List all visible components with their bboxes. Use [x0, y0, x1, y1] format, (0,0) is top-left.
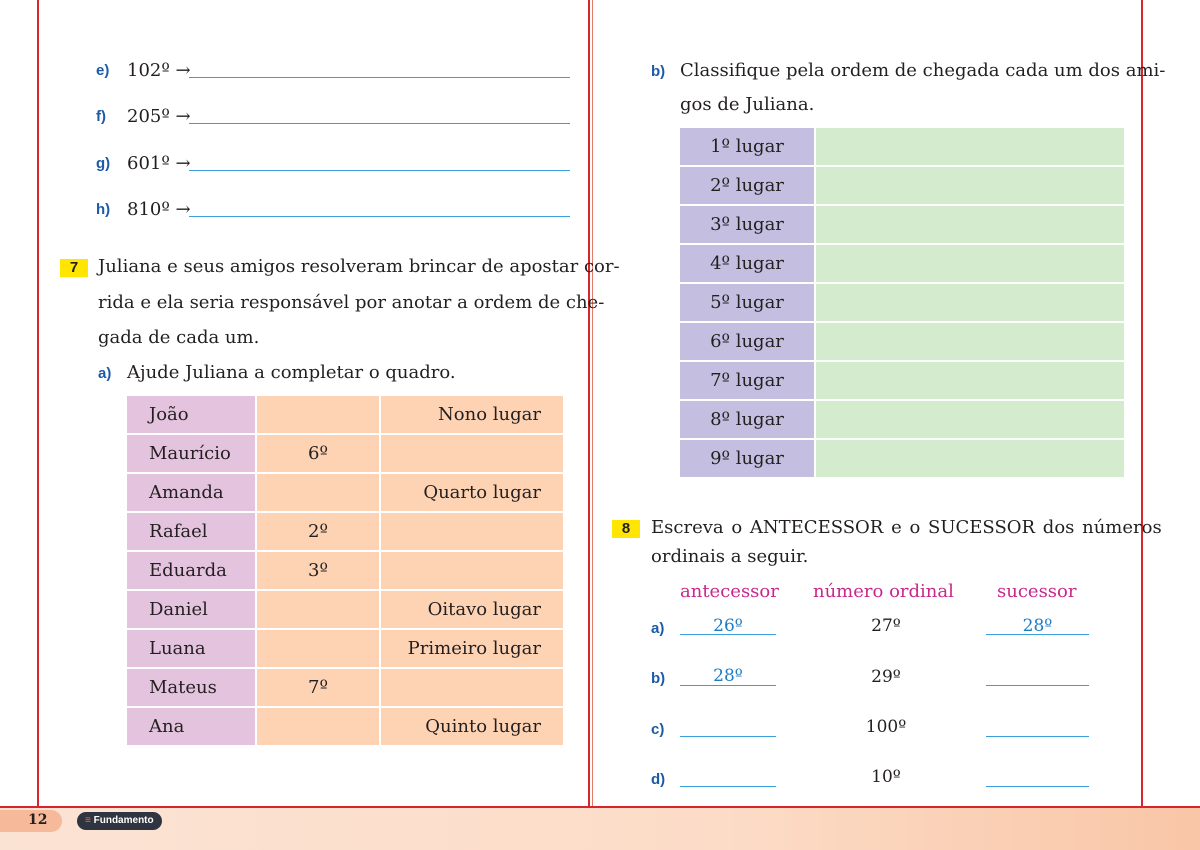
- item-text: 102º →: [127, 60, 191, 81]
- ordinal-cell[interactable]: [256, 473, 380, 512]
- written-cell[interactable]: [380, 551, 564, 590]
- question-7-line-2: rida e ela seria responsável por anotar a ordem de che-: [98, 292, 605, 313]
- sucessor-line: [986, 634, 1089, 635]
- ordinal-cell[interactable]: [256, 707, 380, 746]
- answer-line[interactable]: [189, 170, 570, 171]
- antecessor-line: [680, 786, 776, 787]
- table-row: [126, 551, 564, 590]
- ordinal-cell[interactable]: 7º: [256, 668, 380, 707]
- table-row: [679, 127, 1125, 166]
- page-footer: [0, 806, 1200, 850]
- header-sucessor: sucessor: [997, 581, 1077, 602]
- table-row: [679, 439, 1125, 478]
- written-cell[interactable]: [380, 434, 564, 473]
- sucessor-line: [986, 685, 1089, 686]
- sucessor-answer[interactable]: 28º: [1022, 616, 1053, 636]
- question-number-badge: 8: [612, 520, 640, 538]
- table-row: [679, 205, 1125, 244]
- ordinal-cell[interactable]: 3º: [256, 551, 380, 590]
- answer-cell[interactable]: [815, 283, 1125, 322]
- name-cell: Luana: [126, 629, 256, 668]
- ordinal-cell[interactable]: 6º: [256, 434, 380, 473]
- item-letter: f): [96, 108, 106, 125]
- written-cell[interactable]: Oitavo lugar: [380, 590, 564, 629]
- table-row: [679, 361, 1125, 400]
- place-cell: 3º lugar: [679, 205, 815, 244]
- place-cell: 5º lugar: [679, 283, 815, 322]
- written-cell[interactable]: [380, 668, 564, 707]
- table-row: [126, 512, 564, 551]
- place-cell: 6º lugar: [679, 322, 815, 361]
- answer-cell[interactable]: [815, 322, 1125, 361]
- table-row: [126, 395, 564, 434]
- item-letter: a): [98, 365, 112, 382]
- item-text: 205º →: [127, 106, 191, 127]
- antecessor-answer[interactable]: 26º: [713, 616, 743, 636]
- name-cell: Ana: [126, 707, 256, 746]
- question-number-badge: 7: [60, 259, 88, 277]
- ordinal-cell[interactable]: 2º: [256, 512, 380, 551]
- ordinal-cell[interactable]: [256, 629, 380, 668]
- ordinal-number: 10º: [871, 767, 901, 787]
- answer-line[interactable]: [189, 216, 570, 217]
- question-7b-line-1: Classifique pela ordem de chegada cada um dos ami-: [680, 60, 1166, 81]
- table-row: [126, 473, 564, 512]
- item-letter: e): [96, 62, 110, 79]
- antecessor-line: [680, 685, 776, 686]
- ordinal-number: 27º: [871, 616, 901, 636]
- header-numero-ordinal: número ordinal: [813, 581, 954, 602]
- place-cell: 9º lugar: [679, 439, 815, 478]
- name-cell: Mateus: [126, 668, 256, 707]
- ordinal-number: 29º: [871, 667, 901, 687]
- center-fold-line-left: [588, 0, 590, 806]
- ordinal-cell[interactable]: [256, 590, 380, 629]
- footer-top-rule: [0, 806, 1200, 808]
- name-cell: João: [126, 395, 256, 434]
- table-row: [126, 707, 564, 746]
- table-row: [126, 434, 564, 473]
- answer-cell[interactable]: [815, 205, 1125, 244]
- ordinal-cell[interactable]: [256, 395, 380, 434]
- antecessor-line: [680, 634, 776, 635]
- name-cell: Eduarda: [126, 551, 256, 590]
- left-margin-line: [37, 0, 39, 806]
- header-antecessor: antecessor: [680, 581, 779, 602]
- item-letter: b): [651, 670, 666, 687]
- question-8-line-1: Escreva o ANTECESSOR e o SUCESSOR dos números: [651, 517, 1162, 538]
- item-letter: d): [651, 771, 666, 788]
- footer-label-text: Fundamento: [93, 815, 154, 826]
- answer-line[interactable]: [189, 77, 570, 78]
- race-table: [125, 394, 565, 747]
- answer-cell[interactable]: [815, 244, 1125, 283]
- table-row: [679, 283, 1125, 322]
- table-row: [126, 668, 564, 707]
- written-cell[interactable]: [380, 512, 564, 551]
- question-7-line-1: Juliana e seus amigos resolveram brincar de apostar cor-: [98, 256, 620, 277]
- sucessor-line: [986, 736, 1089, 737]
- name-cell: Daniel: [126, 590, 256, 629]
- answer-cell[interactable]: [815, 127, 1125, 166]
- written-cell[interactable]: Quarto lugar: [380, 473, 564, 512]
- name-cell: Rafael: [126, 512, 256, 551]
- answer-cell[interactable]: [815, 361, 1125, 400]
- written-cell[interactable]: Quinto lugar: [380, 707, 564, 746]
- item-letter: a): [651, 620, 665, 637]
- place-cell: 2º lugar: [679, 166, 815, 205]
- place-cell: 7º lugar: [679, 361, 815, 400]
- item-letter: h): [96, 201, 111, 218]
- table-row: [679, 322, 1125, 361]
- footer-label-dot-icon: ≡: [85, 815, 94, 826]
- table-row: [679, 166, 1125, 205]
- item-letter: c): [651, 721, 665, 738]
- item-text: 810º →: [127, 199, 191, 220]
- places-table: [678, 126, 1126, 479]
- answer-cell[interactable]: [815, 400, 1125, 439]
- table-row: [679, 244, 1125, 283]
- name-cell: Amanda: [126, 473, 256, 512]
- table-row: [679, 400, 1125, 439]
- table-row: [126, 629, 564, 668]
- question-7b-line-2: gos de Juliana.: [680, 94, 815, 115]
- footer-label: [77, 812, 162, 830]
- question-7a-text: Ajude Juliana a completar o quadro.: [127, 362, 456, 383]
- table-row: [126, 590, 564, 629]
- item-text: 601º →: [127, 153, 191, 174]
- center-fold-line-right: [592, 0, 593, 806]
- page-number: 12: [28, 812, 48, 828]
- answer-cell[interactable]: [815, 166, 1125, 205]
- antecessor-line: [680, 736, 776, 737]
- item-letter: g): [96, 155, 111, 172]
- question-7-line-3: gada de cada um.: [98, 327, 260, 348]
- place-cell: 8º lugar: [679, 400, 815, 439]
- answer-line[interactable]: [189, 123, 570, 124]
- right-margin-line: [1141, 0, 1143, 806]
- item-letter: b): [651, 63, 666, 80]
- name-cell: Maurício: [126, 434, 256, 473]
- answer-cell[interactable]: [815, 439, 1125, 478]
- written-cell[interactable]: Nono lugar: [380, 395, 564, 434]
- sucessor-line: [986, 786, 1089, 787]
- place-cell: 4º lugar: [679, 244, 815, 283]
- antecessor-answer[interactable]: 28º: [713, 666, 743, 686]
- ordinal-number: 100º: [865, 717, 907, 737]
- written-cell[interactable]: Primeiro lugar: [380, 629, 564, 668]
- place-cell: 1º lugar: [679, 127, 815, 166]
- question-8-line-2: ordinais a seguir.: [651, 546, 809, 567]
